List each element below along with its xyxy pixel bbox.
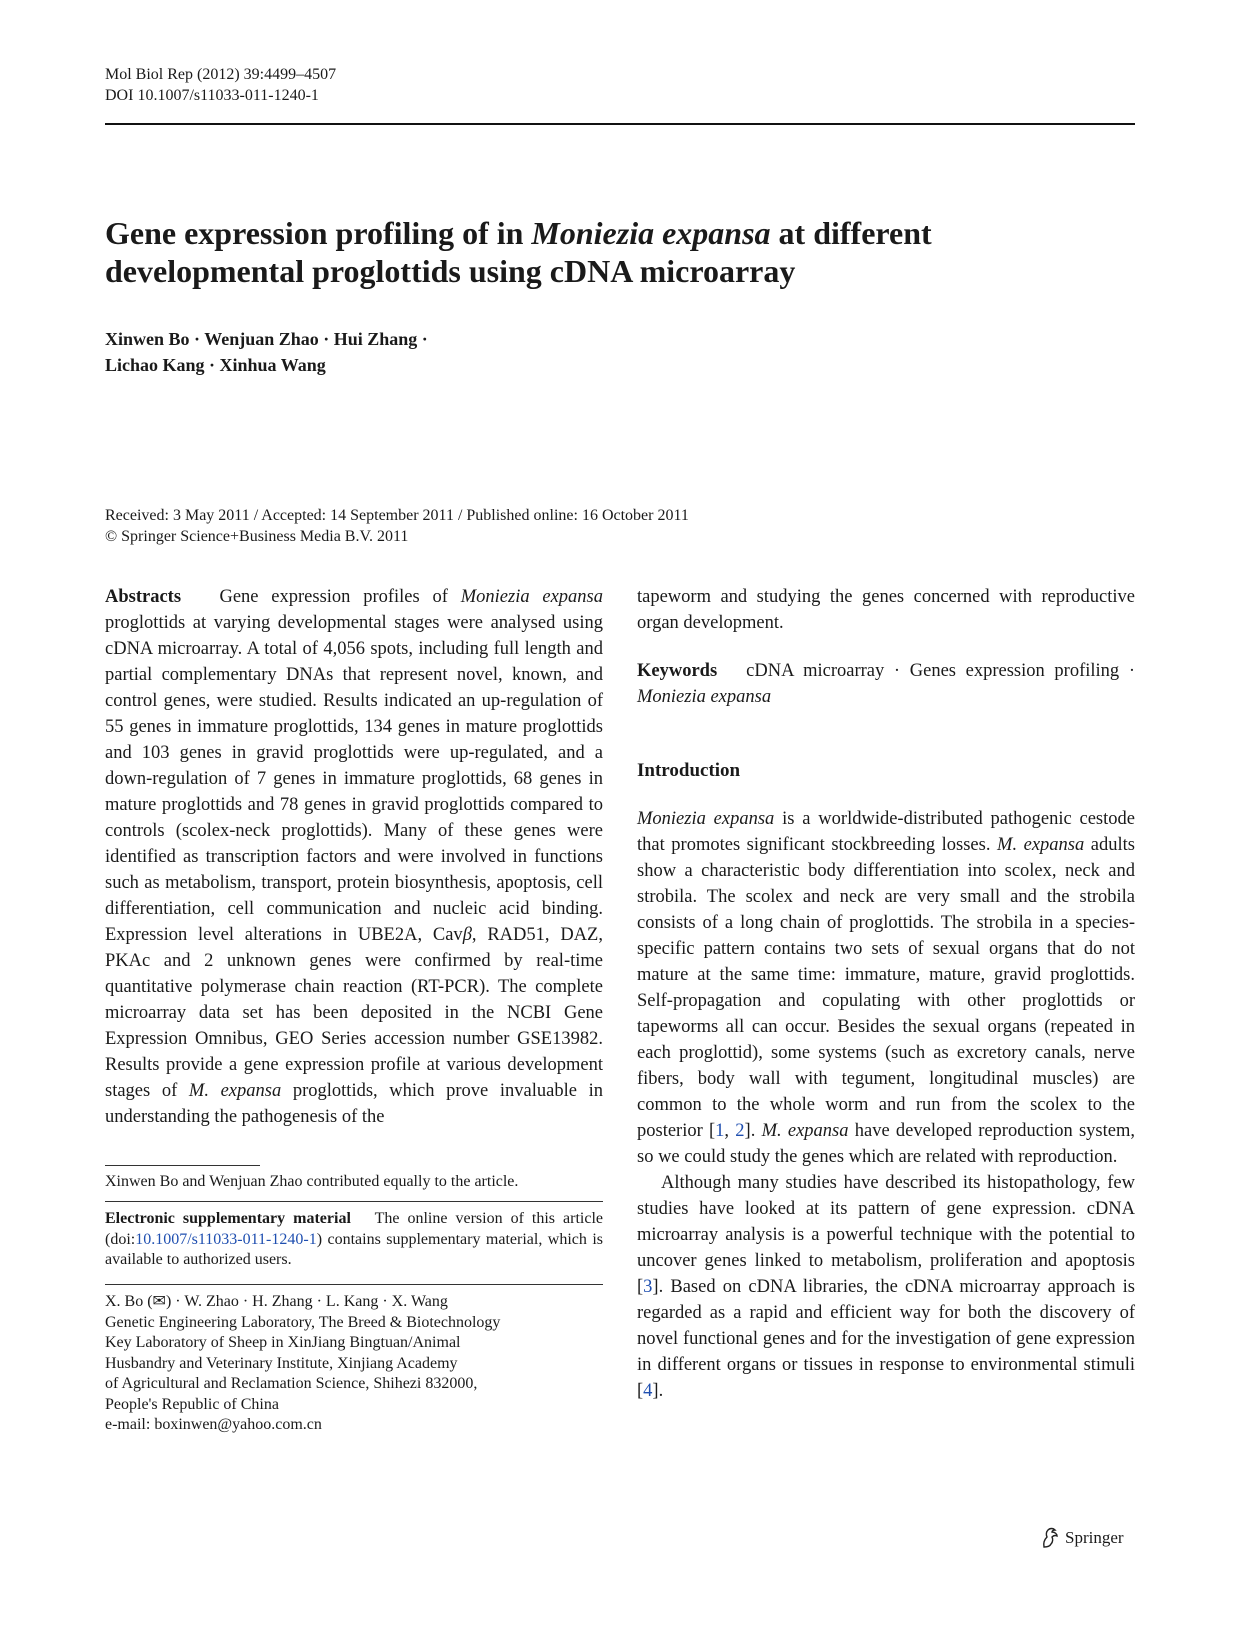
- esm-label: Electronic supplementary material: [105, 1210, 351, 1227]
- citation-link-1[interactable]: 1: [715, 1121, 725, 1141]
- copyright-notice: © Springer Science+Business Media B.V. 2011: [105, 528, 409, 545]
- abstract: Abstracts Gene expression profiles of Moniezia expansa proglottids at varying developmental stages were analysed using cDNA microarray. A total of 4,056 spots, including full length and partial complementary DNAs that represent novel, known, and control genes, were studied. Results indicated an up-regulation of 55 genes in immature proglottids, 134 genes in mature proglottids and 103 genes in gravid proglottids were up-regulated, and a down-regulation of 7 genes in immature proglottids, 68 genes in mature proglottids and 78 genes in gravid proglottids compared to controls (scolex-neck proglottids). Many of these genes were identified as transcription factors and were involved in functions such as metabolism, transport, protein biosynthesis, apoptosis, cell differentiation, cell communication and nucleic acid binding. Expression level alterations in UBE2A, Cavβ, RAD51, DAZ, PKAc and 2 unknown genes were confirmed by real-time quantitative polymerase chain reaction (RT-PCR). The complete microarray data set has been deposited in the NCBI Gene Expression Omnibus, GEO Series accession number GSE13982. Results provide a gene expression profile at various development stages of M. expansa proglottids, which prove invaluable in understanding the pathogenesis of the: [105, 587, 604, 1127]
- keywords-label: Keywords: [637, 661, 718, 681]
- publisher-name: Springer: [1065, 1528, 1124, 1547]
- header-rule: [105, 123, 1135, 125]
- footnote-rule: [105, 1165, 260, 1166]
- citation-link-4[interactable]: 4: [643, 1381, 653, 1401]
- affiliation-line: Husbandry and Veterinary Institute, Xinjiang Academy: [105, 1354, 458, 1372]
- footnote-equal-contribution: Xinwen Bo and Wenjuan Zhao contributed equally to the article.: [105, 1173, 519, 1190]
- journal-header: [105, 64, 336, 106]
- intro-paragraph-2: Although many studies have described its histopathology, few studies have looked at its pattern of gene expression. cDNA microarray analysis is a powerful technique with the potential to uncover genes linked to metabolism, proliferation and apoptosis [3]. Based on cDNA libraries, the cDNA microarray approach is regarded as a rapid and efficient way for both the discovery of novel functional genes and for the investigation of gene expression in different organs or tissues in response to environmental stimuli [4].: [637, 1173, 1135, 1401]
- right-column: [637, 584, 1135, 1404]
- author-list: [105, 326, 428, 378]
- footnote-esm: Electronic supplementary material The online version of this article (doi:10.1007/s11033-011-1240-1) contains supplementary material, which is available to authorized users.: [105, 1210, 603, 1268]
- publisher-logo: [1040, 1527, 1124, 1549]
- abstract-column: [105, 584, 603, 1130]
- abstract-label: Abstracts: [105, 587, 182, 607]
- intro-paragraph-1: Moniezia expansa is a worldwide-distributed pathogenic cestode that promotes significant stockbreeding losses. M. expansa adults show a characteristic body differentiation into scolex, neck and strobila. The scolex and neck are very small and the strobila consists of a long chain of proglottids. The strobila in a species-specific pattern contains two sets of sexual organs that do not mature at the same time: immature, mature, gravid proglottids. Self-propagation and copulating with other proglottids or tapeworms all can occur. Besides the sexual organs (repeated in each proglottid), some systems (such as excretory canals, nerve fibers, body wall with tegument, longitudinal muscles) are common to the whole worm and run from the scolex to the posterior [1, 2]. M. expansa have developed reproduction system, so we could study the genes which are related with reproduction.: [637, 809, 1135, 1167]
- title-species: Moniezia expansa: [531, 215, 771, 251]
- publication-history: [105, 505, 689, 547]
- affiliation-line: of Agricultural and Reclamation Science, Shihezi 832000,: [105, 1375, 478, 1392]
- footnote-divider: [105, 1201, 603, 1202]
- esm-doi-link[interactable]: 10.1007/s11033-011-1240-1: [135, 1230, 317, 1248]
- footnote-affiliation: [105, 1292, 603, 1436]
- keywords: Keywords cDNA microarray · Genes expression profiling · Moniezia expansa: [637, 661, 1135, 707]
- citation-link-2[interactable]: 2: [735, 1121, 745, 1141]
- article-dates: Received: 3 May 2011 / Accepted: 14 September 2011 / Published online: 16 October 2011: [105, 507, 689, 524]
- affiliation-line: Key Laboratory of Sheep in XinJiang Bingtuan/Animal: [105, 1334, 461, 1351]
- author-email[interactable]: e-mail: boxinwen@yahoo.com.cn: [105, 1416, 322, 1433]
- article-title: Gene expression profiling of in Moniezia expansa at different developmental proglottids using cDNA microarray: [105, 215, 932, 289]
- springer-horse-icon: [1040, 1527, 1060, 1549]
- affiliation-line: People's Republic of China: [105, 1395, 279, 1413]
- abstract-continued: tapeworm and studying the genes concerned with reproductive organ development.: [637, 587, 1135, 633]
- journal-citation: Mol Biol Rep (2012) 39:4499–4507: [105, 66, 337, 83]
- article-doi: DOI 10.1007/s11033-011-1240-1: [105, 87, 319, 104]
- authors-line-1: Xinwen Bo · Wenjuan Zhao · Hui Zhang ·: [105, 329, 428, 349]
- affiliation-authors: X. Bo (✉) · W. Zhao · H. Zhang · L. Kang · X. Wang: [105, 1293, 448, 1310]
- citation-link-3[interactable]: 3: [643, 1277, 653, 1297]
- affiliation-line: Genetic Engineering Laboratory, The Breed & Biotechnology: [105, 1313, 501, 1331]
- section-heading-introduction: Introduction: [637, 760, 741, 781]
- authors-line-2: Lichao Kang · Xinhua Wang: [105, 355, 326, 375]
- footnote-divider: [105, 1284, 603, 1285]
